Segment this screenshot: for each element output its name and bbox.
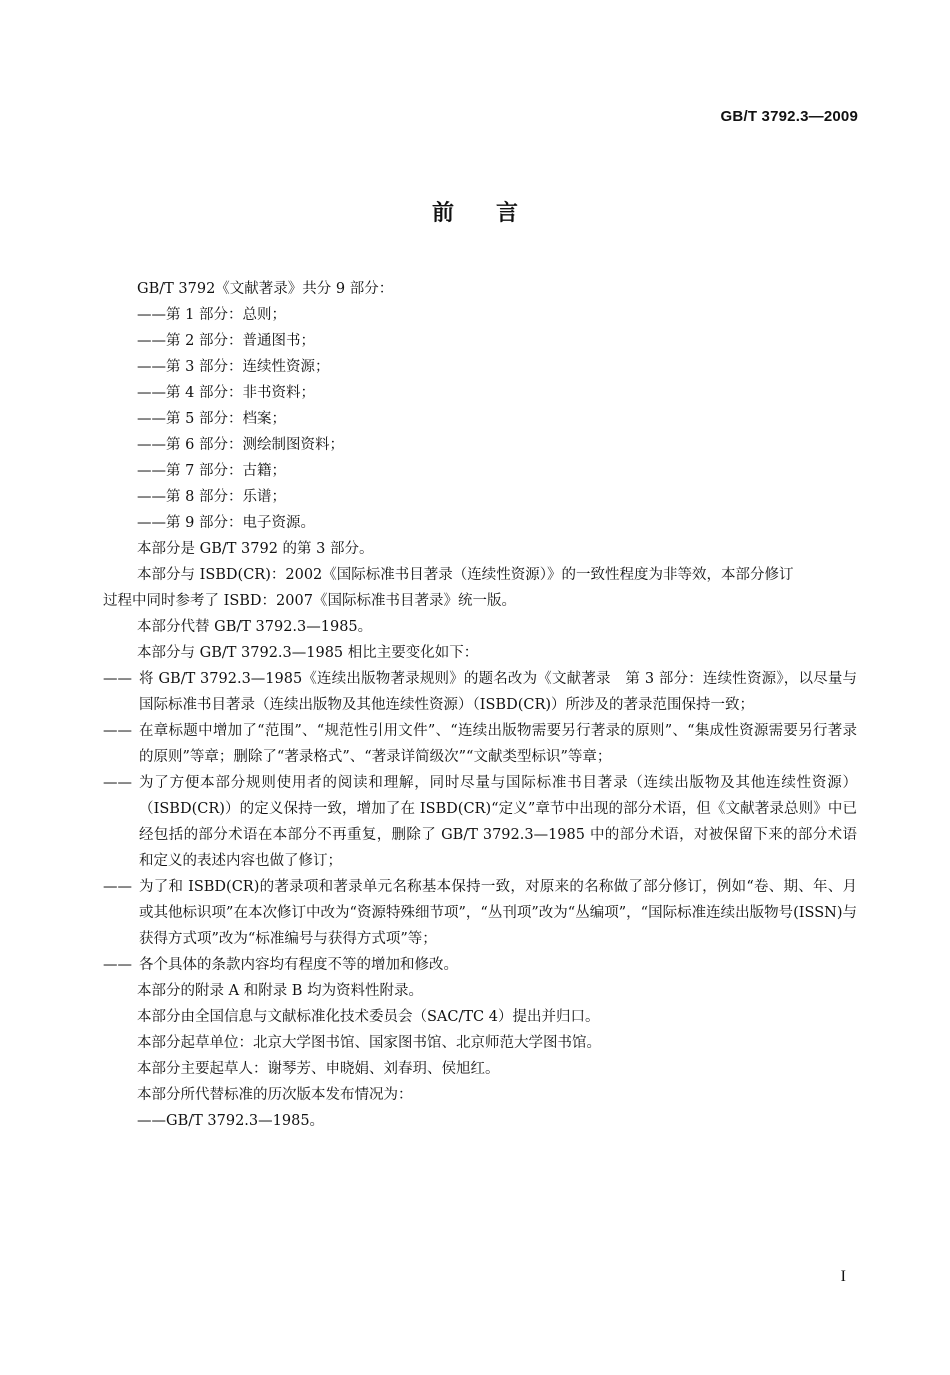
list-item-text: GB/T 3792.3—1985。	[166, 1113, 325, 1129]
list-item-text: 将 GB/T 3792.3—1985《连续出版物著录规则》的题名改为《文献著录 第 3 部分：连续性资源》，以尽量与国际标准书目著录（连续出版物及其他连续性资源）（ISBD(CR)）所涉及的著录范围保持一致；	[139, 671, 857, 713]
dash-mark: ——	[103, 957, 132, 973]
list-item	[137, 354, 857, 380]
list-item	[137, 458, 857, 484]
list-item-text: 第 9 部分：电子资源。	[166, 515, 315, 531]
dash-mark: ——	[137, 411, 166, 427]
dash-mark: ——	[103, 723, 132, 739]
list-item-text: 第 3 部分：连续性资源；	[166, 359, 330, 375]
list-item-text: 第 5 部分：档案；	[166, 411, 286, 427]
replacement-statement: 本部分代替 GB/T 3792.3—1985。	[137, 619, 373, 635]
list-item-text: 在章标题中增加了“范围”、“规范性引用文件”、“连续出版物需要另行著录的原则”、“集成性资源需要另行著录的原则”等章；删除了“著录格式”、“著录详简级次”“文献类型标识”等章；	[139, 723, 857, 765]
list-item-text: 为了和 ISBD(CR)的著录项和著录单元名称基本保持一致，对原来的名称做了部分修订，例如“卷、期、年、月或其他标识项”在本次修订中改为“资源特殊细节项”，“丛刊项”改为“丛编项”，“国际标准连续出版物号(ISSN)与获得方式项”改为“标准编号与获得方式项”等；	[139, 879, 857, 947]
history-statement: 本部分所代替标准的历次版本发布情况为：	[137, 1087, 413, 1103]
list-item	[137, 1108, 857, 1134]
parts-list	[137, 302, 857, 536]
list-item	[137, 510, 857, 536]
list-item	[137, 432, 857, 458]
dash-mark: ——	[137, 385, 166, 401]
list-item-text: 第 7 部分：古籍；	[166, 463, 286, 479]
changes-intro: 本部分与 GB/T 3792.3—1985 相比主要变化如下：	[137, 645, 479, 661]
list-item	[137, 302, 857, 328]
list-item-text: 第 8 部分：乐谱；	[166, 489, 286, 505]
part-statement: 本部分是 GB/T 3792 的第 3 部分。	[137, 541, 374, 557]
consistency-statement: 本部分与 ISBD(CR)：2002《国际标准书目著录（连续性资源）》的一致性程度为非等效，本部分修订	[137, 567, 794, 583]
drafting-units: 本部分起草单位：北京大学图书馆、国家图书馆、北京师范大学图书馆。	[137, 1035, 601, 1051]
changes-list	[103, 666, 857, 978]
consistency-statement-continued: 过程中同时参考了 ISBD：2007《国际标准书目著录》统一版。	[103, 593, 516, 609]
list-item-text: 各个具体的条款内容均有程度不等的增加和修改。	[139, 957, 458, 973]
appendix-statement: 本部分的附录 A 和附录 B 均为资料性附录。	[137, 983, 424, 999]
dash-mark: ——	[137, 359, 166, 375]
list-item-text: 第 1 部分：总则；	[166, 307, 286, 323]
dash-mark: ——	[137, 1113, 166, 1129]
list-item	[103, 770, 857, 874]
list-item-text: 第 4 部分：非书资料；	[166, 385, 315, 401]
list-item	[103, 874, 857, 952]
committee-statement: 本部分由全国信息与文献标准化技术委员会（SAC/TC 4）提出并归口。	[137, 1009, 600, 1025]
list-item	[137, 406, 857, 432]
page-title: 前言	[431, 201, 560, 226]
drafters: 本部分主要起草人：谢琴芳、申晓娟、刘春玥、侯旭红。	[137, 1061, 500, 1077]
page-number: I	[840, 1268, 846, 1285]
list-item	[103, 718, 857, 770]
dash-mark: ——	[103, 879, 132, 895]
dash-mark: ——	[137, 437, 166, 453]
list-item	[137, 380, 857, 406]
list-item-text: 第 2 部分：普通图书；	[166, 333, 315, 349]
list-item	[137, 328, 857, 354]
dash-mark: ——	[137, 489, 166, 505]
list-item-text: 为了方便本部分规则使用者的阅读和理解，同时尽量与国际标准书目著录（连续出版物及其他连续性资源）（ISBD(CR)）的定义保持一致，增加了在 ISBD(CR)“定义”章节中出现的部分术语，但《文献著录总则》中已经包括的部分术语在本部分不再重复，删除了 GB/T 3792.3—1985 中的部分术语，对被保留下来的部分术语和定义的表述内容也做了修订；	[139, 775, 857, 869]
list-item	[103, 666, 857, 718]
list-item	[103, 952, 857, 978]
list-item-text: 第 6 部分：测绘制图资料；	[166, 437, 344, 453]
dash-mark: ——	[103, 671, 132, 687]
dash-mark: ——	[103, 775, 132, 791]
dash-mark: ——	[137, 307, 166, 323]
list-item	[137, 484, 857, 510]
dash-mark: ——	[137, 515, 166, 531]
dash-mark: ——	[137, 333, 166, 349]
dash-mark: ——	[137, 463, 166, 479]
foreword-body	[103, 276, 857, 1134]
standard-code: GB/T 3792.3—2009	[720, 108, 858, 125]
intro-paragraph: GB/T 3792《文献著录》共分 9 部分：	[137, 281, 394, 297]
